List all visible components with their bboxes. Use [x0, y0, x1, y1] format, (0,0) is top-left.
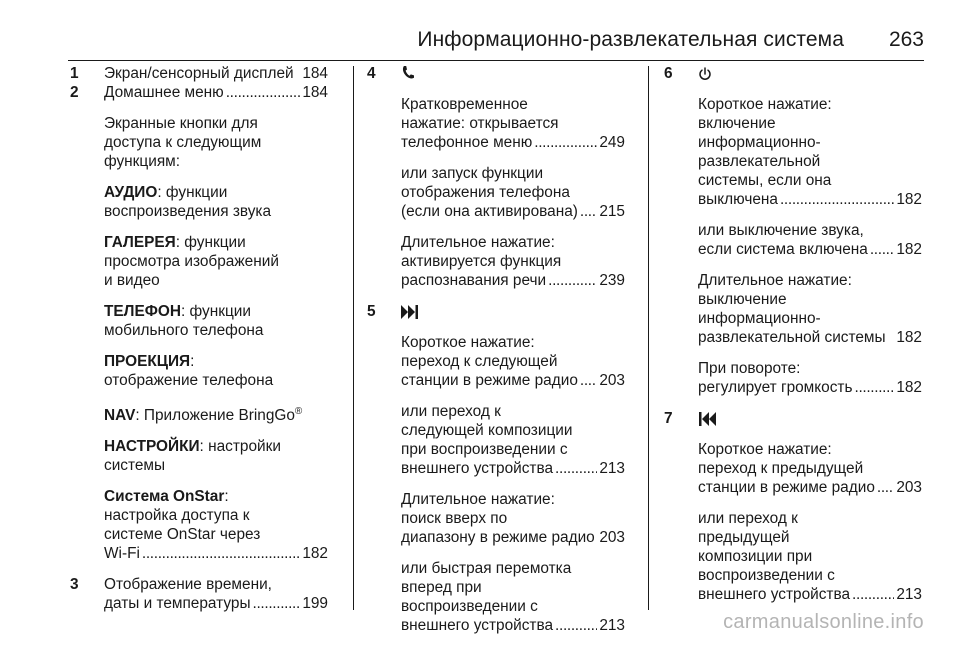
- paragraph: Кратковременное нажатие: открывается телефонное меню . . . 249: [401, 95, 625, 152]
- function-settings: НАСТРОЙКИ: настройки системы: [104, 438, 281, 475]
- item-number: 3: [70, 576, 79, 594]
- page-ref: 182: [896, 191, 922, 208]
- page-ref: 184: [302, 84, 328, 101]
- skip-back-icon: [698, 409, 716, 428]
- function-nav: NAV: Приложение BringGo®: [104, 406, 303, 425]
- list-item-7: [664, 409, 922, 604]
- page-ref: 215: [599, 203, 625, 220]
- item-number: 2: [70, 84, 79, 101]
- list-item-2: [70, 83, 328, 563]
- function-audio: АУДИО: функции воспроизведения звука: [104, 184, 272, 220]
- item-number: 4: [367, 65, 376, 82]
- function-gallery: ГАЛЕРЕЯ: функции просмотра изображений и видео: [104, 234, 279, 289]
- entry-reference: Экран/сенсорный дисплей 184: [104, 65, 328, 82]
- page-ref: 199: [302, 595, 328, 613]
- page-number: 263: [888, 28, 924, 51]
- paragraph: Длительное нажатие: активируется функция распознавания речи . . . 239: [401, 233, 625, 290]
- item-number: 1: [70, 65, 79, 82]
- paragraph: или запуск функции отображения телефона (если она активирована) . . . 215: [401, 164, 625, 221]
- phone-handset-icon: [401, 64, 415, 83]
- entry-reference: Wi-Fi . . . 182: [104, 544, 328, 563]
- paragraph: Короткое нажатие: переход к предыдущей станции в режиме радио . . . 203: [698, 440, 922, 497]
- entry-reference: даты и температуры . . . 199: [104, 594, 328, 613]
- list-item-5: [367, 302, 625, 635]
- column-3: [664, 64, 922, 616]
- paragraph: или быстрая перемотка вперед при воспроизведении с внешнего устройства . . . 213: [401, 559, 625, 635]
- page-ref: 182: [896, 379, 922, 396]
- paragraph: или переход к следующей композиции при воспроизведении с внешнего устройства . . . 213: [401, 402, 625, 478]
- list-item-1: [70, 64, 328, 83]
- page-ref: 203: [599, 372, 625, 389]
- watermark: carmanualsonline.info: [723, 611, 924, 633]
- page-ref: 182: [896, 241, 922, 258]
- page-title: Информационно-развлекательная система: [417, 28, 844, 51]
- page-ref: 239: [599, 272, 625, 289]
- page-ref: 249: [599, 134, 625, 151]
- paragraph: Длительное нажатие: поиск вверх по диапазону в режиме радио 203: [401, 491, 625, 546]
- paragraph: Длительное нажатие: выключение информационно- развлекательной системы 182: [698, 272, 922, 346]
- column-divider: [353, 66, 354, 610]
- column-1: [70, 64, 328, 613]
- page-ref: 203: [599, 529, 625, 546]
- page-header: [68, 22, 924, 62]
- page-ref: 182: [896, 329, 922, 346]
- paragraph: Короткое нажатие: переход к следующей станции в режиме радио . . . 203: [401, 333, 625, 390]
- paragraph: или переход к предыдущей композиции при воспроизведении с внешнего устройства . . . 213: [698, 509, 922, 604]
- header-rule: [68, 60, 924, 61]
- entry-reference: Домашнее меню . . . 184: [104, 83, 328, 102]
- item-number: 5: [367, 303, 376, 320]
- item-number: 7: [664, 410, 673, 427]
- page-ref: 213: [599, 617, 625, 634]
- column-divider: [648, 66, 649, 610]
- list-item-3: 3 Отображение времени, даты и температуры . . . 199: [70, 575, 328, 613]
- page-ref: 203: [896, 479, 922, 496]
- page-ref: 213: [896, 586, 922, 603]
- function-projection: ПРОЕКЦИЯ: отображение телефона: [104, 353, 274, 389]
- paragraph: или выключение звука, если система включена . . . 182: [698, 221, 922, 259]
- power-icon: [698, 64, 712, 83]
- paragraph: При повороте: регулирует громкость . . . 182: [698, 359, 922, 397]
- column-2: [367, 64, 625, 647]
- function-phone: ТЕЛЕФОН: функции мобильного телефона: [104, 303, 264, 339]
- list-item-4: [367, 64, 625, 290]
- list-item-6: [664, 64, 922, 397]
- page-ref: 213: [599, 460, 625, 477]
- paragraph: Короткое нажатие: включение информационно- развлекательной системы, если она выключена . . . 182: [698, 95, 922, 209]
- skip-forward-icon: [401, 302, 419, 321]
- page-ref: 182: [302, 545, 328, 563]
- item-description: Экранные кнопки для доступа к следующим функциям:: [104, 115, 262, 170]
- item-number: 6: [664, 65, 673, 82]
- page-ref: 184: [302, 65, 328, 82]
- function-onstar: Система OnStar: настройка доступа к системе OnStar через Wi-Fi . . . 182: [104, 487, 328, 563]
